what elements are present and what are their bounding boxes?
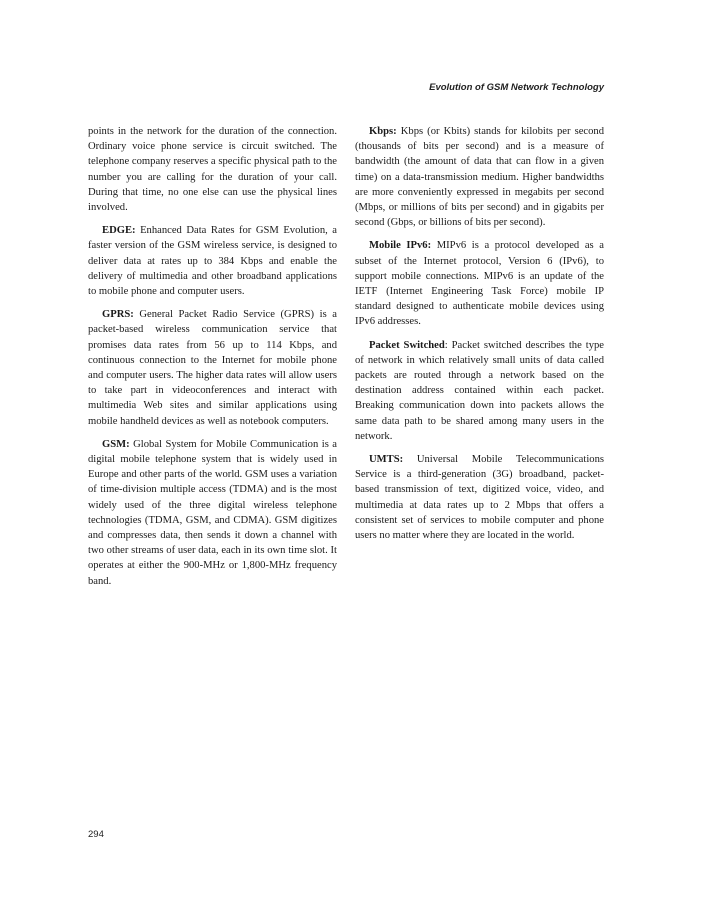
glossary-term: UMTS: [369, 454, 404, 466]
glossary-entry-gprs [88, 307, 337, 429]
continued-paragraph: points in the network for the duration of the connection. Ordinary voice phone service is circuit switched. The telephone company reserves a specific physical path to the number you are calling for the duration of your call. During that time, no one else can use the physical lines involved. [88, 126, 337, 214]
glossary-definition: Global System for Mobile Communication is a digital mobile telephone system that is widely used in Europe and other parts of the world. GSM uses a variation of time-division multiple access (TDMA) and is the most widely used of the three digital wireless telephone technologies (TDMA, GSM, and CDMA). GSM digitizes and compresses data, then sends it down a channel with two other streams of user data, each in its own time slot. It operates at either the 900-MHz or 1,800-MHz frequency band. [88, 438, 337, 587]
glossary-entry-packet-switched [355, 338, 604, 444]
glossary-definition: Universal Mobile Telecommunications Service is a third-generation (3G) broadband, packet-based transmission of text, digitized voice, video, and multimedia at data rates up to 2 Mbps that offers a consistent set of services to mobile computer and phone users no matter where they are located in the world. [355, 454, 604, 542]
running-head-title: Evolution of GSM Network Technology [429, 82, 604, 93]
glossary-definition: MIPv6 is a protocol developed as a subset of the Internet protocol, Version 6 (IPv6), to support mobile connections. MIPv6 is an update of the IETF (Internet Engineering Task Force) mobile IP standard designed to authenticate mobile devices using IPv6 addresses. [355, 240, 604, 328]
glossary-definition: Kbps (or Kbits) stands for kilobits per second (thousands of bits per second) and is a measure of bandwidth (the amount of data that can flow in a given time) on a data-transmission medium. Higher bandwidths are more conveniently expressed in megabits per second (Mbps, or millions of bits per second) and in gigabits per second (Gbps, or billions of bits per second). [355, 126, 604, 229]
left-column [88, 124, 337, 597]
glossary-definition: General Packet Radio Service (GPRS) is a packet-based wireless communication service that promises data rates from 56 up to 114 Kbps, and continuous connection to the Internet for mobile phone and computer users. The higher data rates will allow users to take part in videoconferences and interact with multimedia Web sites and similar applications using mobile handheld devices as well as notebook computers. [88, 309, 337, 427]
glossary-entry-kbps [355, 124, 604, 230]
glossary-entry-umts [355, 452, 604, 543]
glossary-term: GPRS: [102, 309, 134, 321]
glossary-term: EDGE: [102, 225, 136, 237]
glossary-entry-edge [88, 223, 337, 299]
glossary-term: GSM: [102, 438, 130, 450]
right-column [355, 124, 604, 551]
glossary-term: Mobile IPv6: [369, 240, 432, 252]
glossary-entry-gsm [88, 437, 337, 589]
glossary-definition: : Packet switched describes the type of network in which relatively small units of data called packets are routed through a network based on the destination address contained within each packet. Breaking communication down into packets allows the same data path to be shared among many users in the network. [355, 339, 604, 442]
glossary-term: Kbps: [369, 126, 397, 137]
glossary-definition: Enhanced Data Rates for GSM Evolution, a faster version of the GSM wireless service, is designed to deliver data at rates up to 384 Kbps and enable the delivery of multimedia and other broadband applications to mobile phone and computer users. [88, 225, 337, 298]
glossary-term: Packet Switched [369, 339, 445, 351]
page-number: 294 [88, 829, 104, 840]
glossary-entry-mobile-ipv6 [355, 238, 604, 329]
